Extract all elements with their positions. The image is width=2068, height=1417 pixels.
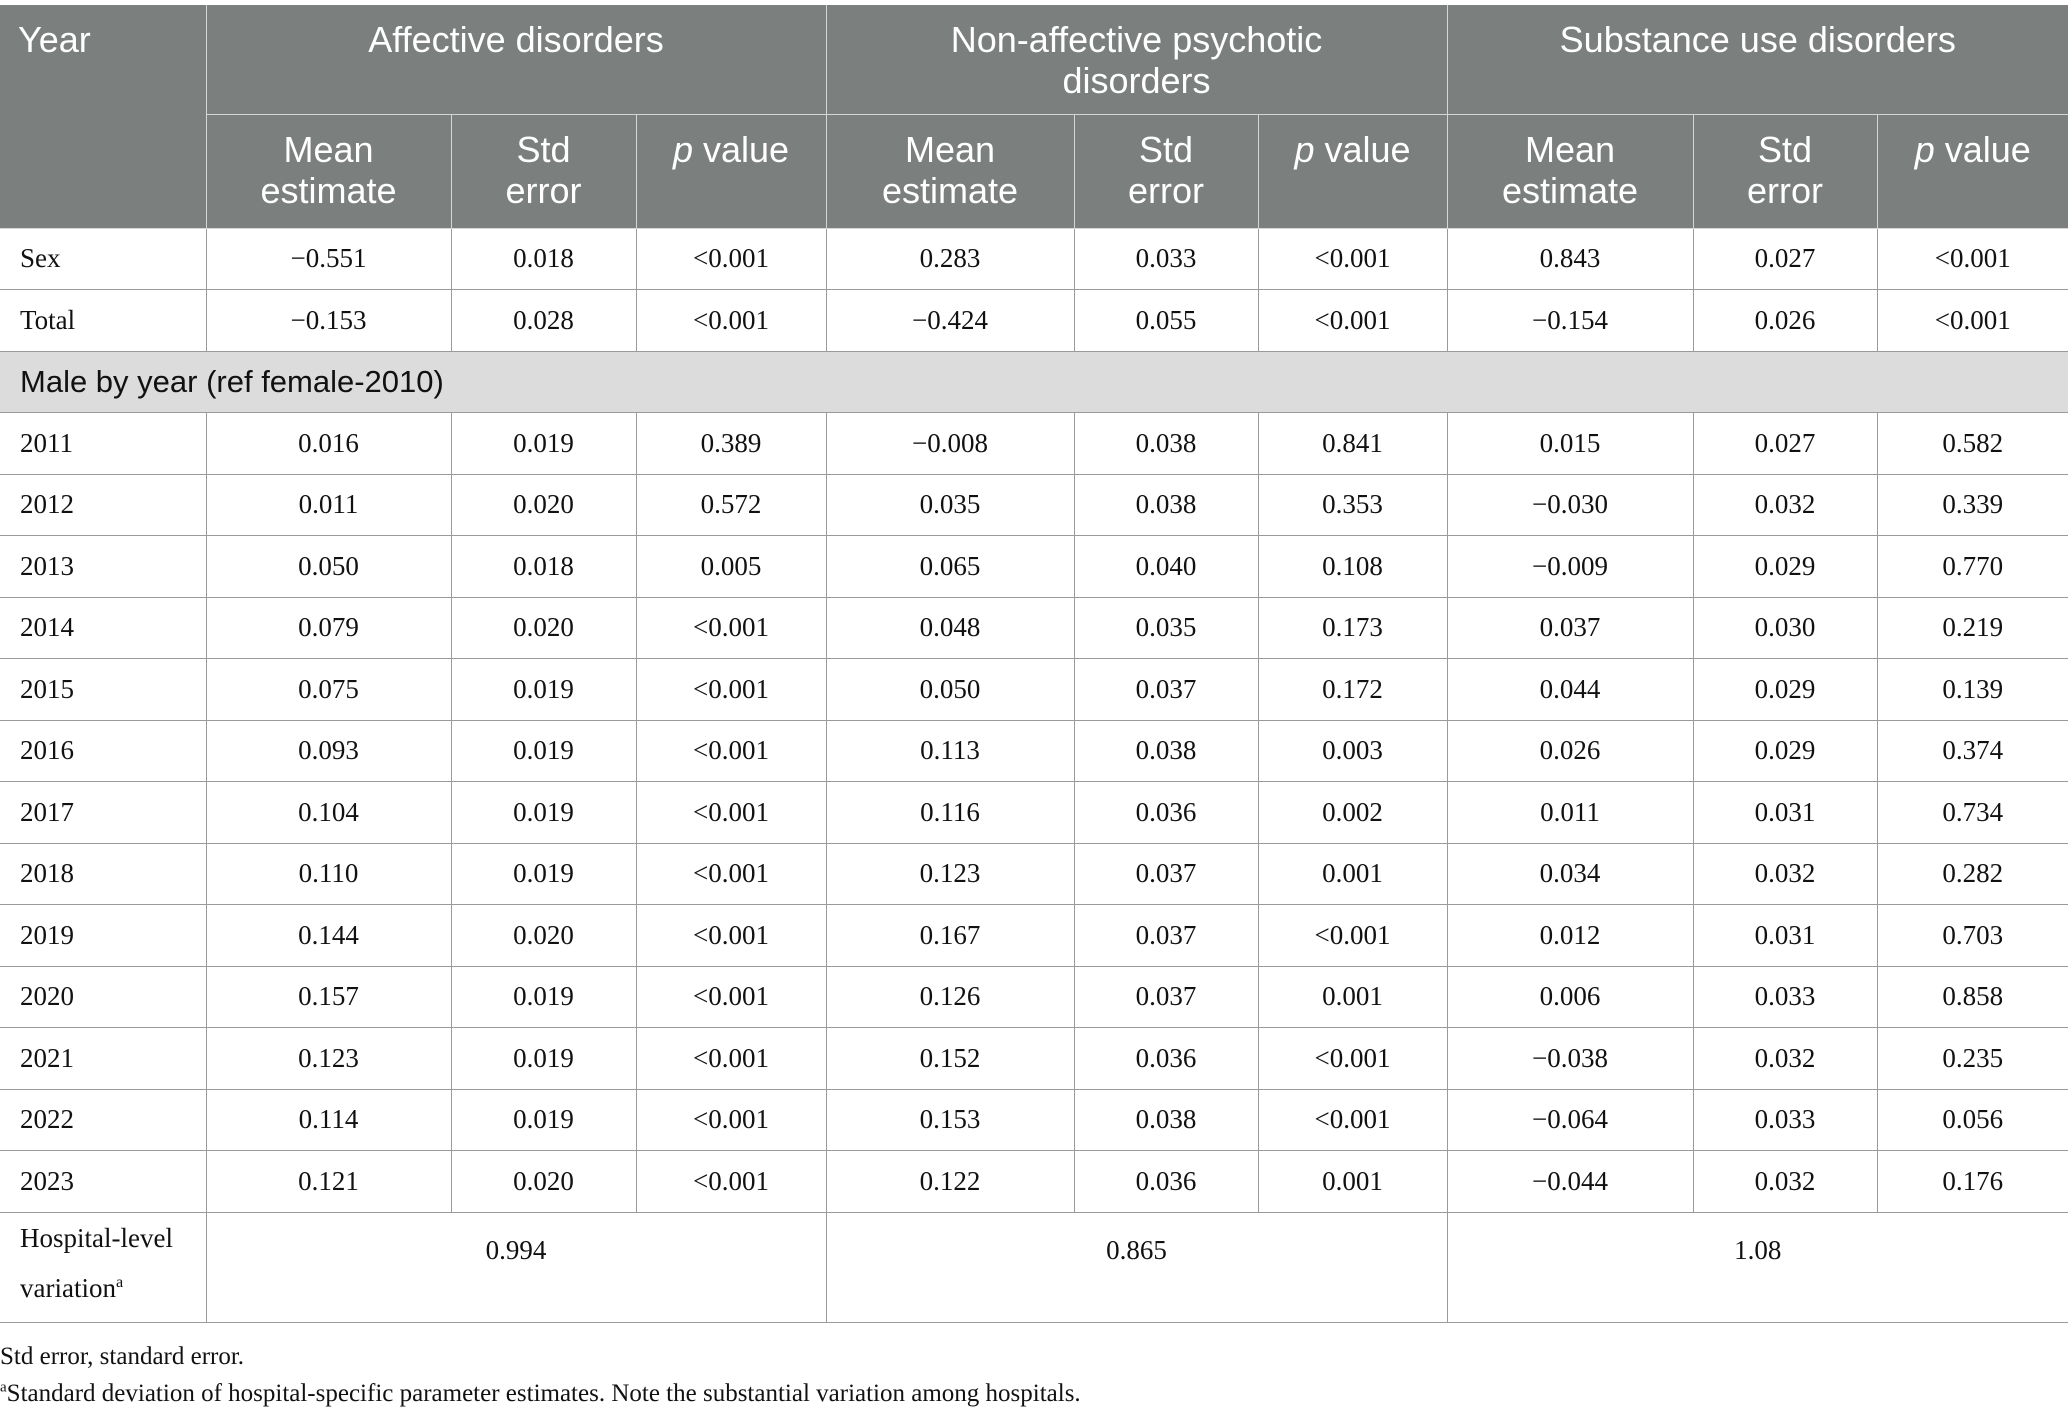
table-cell: 0.703 [1877,905,2068,967]
table-cell: 0.036 [1074,1151,1258,1213]
table-row [0,1089,2068,1151]
table-row [0,1151,2068,1213]
table-cell: 0.018 [451,536,636,598]
table-cell: 0.020 [451,474,636,536]
p-symbol: p [1914,128,1935,170]
table-cell: 0.001 [1258,966,1447,1028]
table-cell: 0.114 [206,1089,451,1151]
section-row [0,351,2068,413]
table-header [0,5,2068,228]
table-cell: 0.157 [206,966,451,1028]
table-cell: 0.123 [206,1028,451,1090]
table-cell: 0.038 [1074,1089,1258,1151]
table-cell: 0.040 [1074,536,1258,598]
table-cell: −0.044 [1447,1151,1693,1213]
table-cell: 0.015 [1447,413,1693,475]
table-cell: 0.770 [1877,536,2068,598]
table-cell: 0.121 [206,1151,451,1213]
table-cell: 0.029 [1693,536,1877,598]
table-cell: 0.033 [1693,966,1877,1028]
table-cell: −0.009 [1447,536,1693,598]
table-cell: 0.858 [1877,966,2068,1028]
table-cell: −0.153 [206,290,451,352]
table-cell: 0.056 [1877,1089,2068,1151]
table-cell: 0.104 [206,782,451,844]
table-cell: <0.001 [636,659,826,721]
p-value-header [636,114,826,228]
table-cell: 0.027 [1693,413,1877,475]
table-cell: 0.572 [636,474,826,536]
table-cell: 0.032 [1693,1028,1877,1090]
table-cell: 0.001 [1258,1151,1447,1213]
table-cell: 0.019 [451,782,636,844]
table-cell: 0.126 [826,966,1074,1028]
table-cell: 0.019 [451,1089,636,1151]
table-cell: 0.113 [826,720,1074,782]
table-cell: 0.034 [1447,843,1693,905]
table-cell: 0.123 [826,843,1074,905]
table-cell: <0.001 [636,290,826,352]
p-symbol: p [1294,128,1315,170]
table-cell: 0.139 [1877,659,2068,721]
mean-estimate-header: Mean estimate [206,114,451,228]
table-cell: 0.035 [1074,597,1258,659]
row-label: 2017 [0,782,206,844]
row-label: Total [0,290,206,352]
footnote-a [0,1375,1081,1412]
table-cell: 0.029 [1693,720,1877,782]
table-cell: 0.037 [1074,659,1258,721]
table-cell: −0.424 [826,290,1074,352]
row-label: 2018 [0,843,206,905]
row-label: 2015 [0,659,206,721]
table-cell: 0.122 [826,1151,1074,1213]
header-row-subcolumns [0,114,2068,228]
table-cell: 0.011 [206,474,451,536]
table-cell: 0.389 [636,413,826,475]
table-cell: 0.038 [1074,413,1258,475]
table-cell: −0.551 [206,228,451,290]
row-label: Sex [0,228,206,290]
table-cell: 0.050 [826,659,1074,721]
row-label: 2016 [0,720,206,782]
table-cell: <0.001 [636,228,826,290]
table-cell: 0.037 [1447,597,1693,659]
table-row [0,474,2068,536]
p-value-suffix: value [692,128,790,170]
table-cell: 0.019 [451,720,636,782]
footnote-marker: a [115,1272,124,1291]
header-row-groups [0,5,2068,114]
table-row [0,659,2068,721]
table-row [0,413,2068,475]
std-error-header: Std error [1693,114,1877,228]
table-cell: <0.001 [636,1028,826,1090]
table-cell: 0.012 [1447,905,1693,967]
table-cell: 0.093 [206,720,451,782]
mean-estimate-header: Mean estimate [1447,114,1693,228]
table-cell: 0.050 [206,536,451,598]
table-cell: 0.036 [1074,782,1258,844]
table-cell: 0.038 [1074,720,1258,782]
table-cell: 0.002 [1258,782,1447,844]
hospital-variation-row [0,1212,2068,1322]
table-cell: 0.036 [1074,1028,1258,1090]
table-cell: 0.033 [1693,1089,1877,1151]
table-cell: 0.283 [826,228,1074,290]
table-cell: 0.028 [451,290,636,352]
affective-disorders-header: Affective disorders [206,5,826,114]
table-row [0,228,2068,290]
row-label: 2019 [0,905,206,967]
table-cell: 0.005 [636,536,826,598]
table-cell: 0.339 [1877,474,2068,536]
table-row [0,290,2068,352]
table-cell: <0.001 [636,905,826,967]
table-row [0,966,2068,1028]
table-cell: 0.734 [1877,782,2068,844]
table-cell: 0.035 [826,474,1074,536]
table-cell: 0.031 [1693,905,1877,967]
table-cell: 0.016 [206,413,451,475]
row-label: 2023 [0,1151,206,1213]
table-cell: 0.019 [451,659,636,721]
p-value-header [1258,114,1447,228]
table-cell: 0.219 [1877,597,2068,659]
p-symbol: p [672,128,693,170]
table-cell: −0.008 [826,413,1074,475]
table-cell: 0.110 [206,843,451,905]
std-error-header: Std error [1074,114,1258,228]
row-label: 2013 [0,536,206,598]
row-label: 2021 [0,1028,206,1090]
regression-results-table [0,5,2068,1323]
table-cell: 0.029 [1693,659,1877,721]
table-cell: 0.037 [1074,966,1258,1028]
table-cell: 0.075 [206,659,451,721]
table-cell: <0.001 [636,843,826,905]
table-cell: <0.001 [636,1151,826,1213]
table-cell: 0.019 [451,966,636,1028]
variation-affective: 0.994 [206,1212,826,1322]
table-cell: 0.048 [826,597,1074,659]
table-cell: 0.235 [1877,1028,2068,1090]
table-cell: <0.001 [636,782,826,844]
footnote-a-text: Standard deviation of hospital-specific parameter estimates. Note the substantial variation among hospitals. [6,1380,1081,1407]
variation-substance: 1.08 [1447,1212,2068,1322]
table-cell: <0.001 [1877,228,2068,290]
table-cell: 0.019 [451,1028,636,1090]
table-cell: 0.031 [1693,782,1877,844]
variation-non-affective: 0.865 [826,1212,1447,1322]
table-cell: 0.116 [826,782,1074,844]
table-cell: 0.374 [1877,720,2068,782]
table-cell: 0.032 [1693,843,1877,905]
table-row [0,720,2068,782]
table-footnotes [0,1338,1081,1412]
table-cell: 0.841 [1258,413,1447,475]
table-cell: 0.026 [1447,720,1693,782]
table-cell: 0.055 [1074,290,1258,352]
table-body [0,228,2068,1322]
table-cell: 0.020 [451,597,636,659]
table-cell: 0.172 [1258,659,1447,721]
table-cell: 0.038 [1074,474,1258,536]
table-cell: 0.167 [826,905,1074,967]
table-cell: 0.843 [1447,228,1693,290]
non-affective-psychotic-header: Non-affective psychotic disorders [826,5,1447,114]
table-cell: <0.001 [1877,290,2068,352]
table-cell: <0.001 [1258,228,1447,290]
table-row [0,782,2068,844]
table-cell: <0.001 [636,1089,826,1151]
table-cell: 0.065 [826,536,1074,598]
table-cell: 0.019 [451,843,636,905]
table-cell: 0.282 [1877,843,2068,905]
row-label: 2012 [0,474,206,536]
table-cell: 0.032 [1693,1151,1877,1213]
table-cell: 0.011 [1447,782,1693,844]
table-cell: <0.001 [1258,1028,1447,1090]
table-cell: 0.027 [1693,228,1877,290]
table-cell: 0.044 [1447,659,1693,721]
table-cell: 0.108 [1258,536,1447,598]
table-cell: 0.173 [1258,597,1447,659]
row-label: 2011 [0,413,206,475]
row-label: 2014 [0,597,206,659]
mean-estimate-header: Mean estimate [826,114,1074,228]
table-cell: 0.152 [826,1028,1074,1090]
table-cell: −0.038 [1447,1028,1693,1090]
p-value-suffix: value [1934,128,2031,170]
table-cell: 0.582 [1877,413,2068,475]
row-label: 2022 [0,1089,206,1151]
table-row [0,1028,2068,1090]
table-cell: 0.176 [1877,1151,2068,1213]
table-row [0,905,2068,967]
table-cell: 0.020 [451,1151,636,1213]
table-cell: 0.019 [451,413,636,475]
table-cell: 0.033 [1074,228,1258,290]
table-cell: 0.037 [1074,843,1258,905]
table-cell: 0.003 [1258,720,1447,782]
table-cell: <0.001 [636,720,826,782]
table-cell: 0.026 [1693,290,1877,352]
table-cell: 0.144 [206,905,451,967]
table-row [0,536,2068,598]
table-cell: −0.030 [1447,474,1693,536]
table-cell: 0.353 [1258,474,1447,536]
table-cell: 0.001 [1258,843,1447,905]
table-cell: <0.001 [1258,290,1447,352]
table-cell: 0.079 [206,597,451,659]
section-label: Male by year (ref female-2010) [0,351,2068,413]
table-cell: −0.064 [1447,1089,1693,1151]
substance-use-header: Substance use disorders [1447,5,2068,114]
footnote-abbreviation: Std error, standard error. [0,1343,245,1370]
table-cell: 0.006 [1447,966,1693,1028]
table-cell: −0.154 [1447,290,1693,352]
table-cell: 0.032 [1693,474,1877,536]
variation-label-line1: Hospital-level [20,1222,173,1253]
footnote-marker: a [0,1379,7,1396]
table-row [0,597,2068,659]
table-cell: 0.020 [451,905,636,967]
table-cell: <0.001 [1258,1089,1447,1151]
std-error-header: Std error [451,114,636,228]
variation-label-line2: variation [20,1272,116,1303]
year-column-header: Year [0,5,206,228]
table-row [0,843,2068,905]
row-label [0,1212,206,1322]
table-cell: <0.001 [636,966,826,1028]
table-cell: 0.018 [451,228,636,290]
table-cell: <0.001 [1258,905,1447,967]
p-value-header [1877,114,2068,228]
table-cell: 0.153 [826,1089,1074,1151]
p-value-suffix: value [1314,128,1411,170]
table-cell: 0.037 [1074,905,1258,967]
table-cell: <0.001 [636,597,826,659]
row-label: 2020 [0,966,206,1028]
table-cell: 0.030 [1693,597,1877,659]
